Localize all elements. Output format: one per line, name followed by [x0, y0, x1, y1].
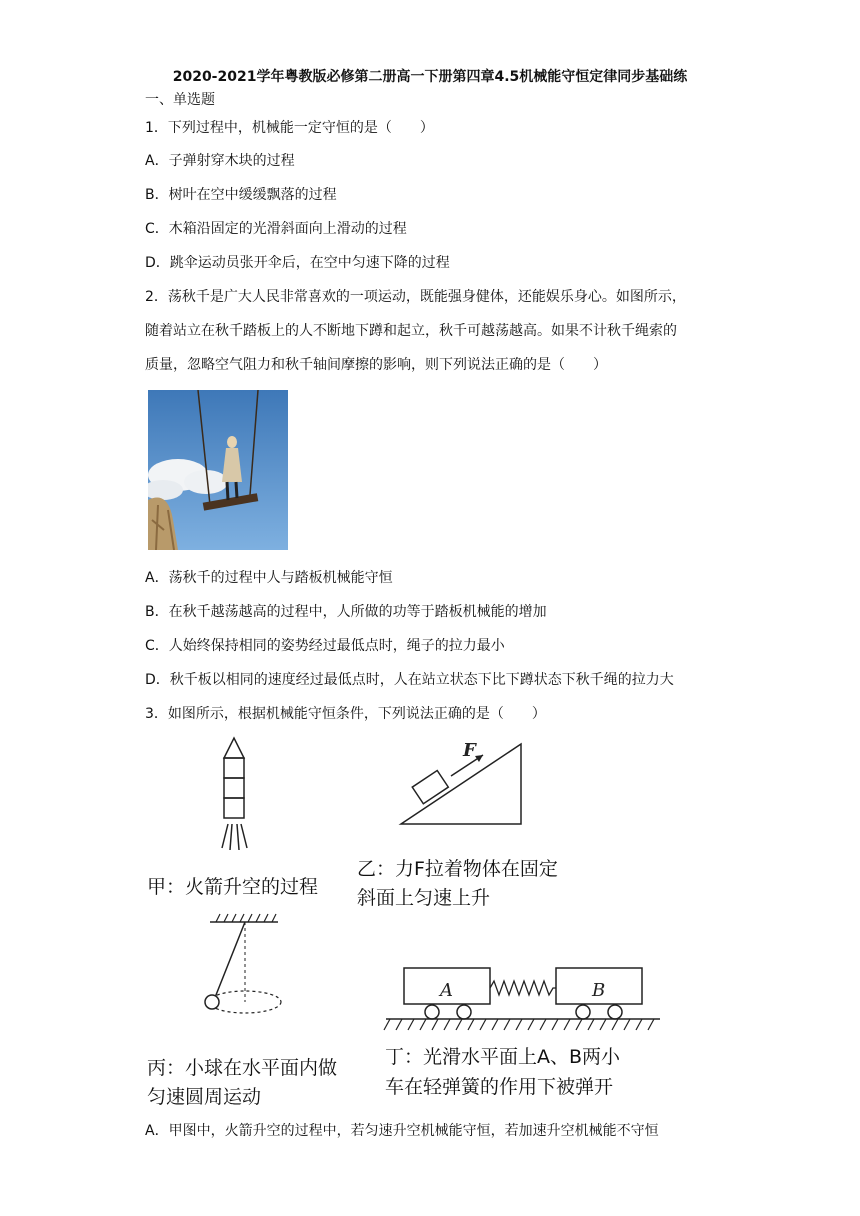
caption-jia: 甲：火箭升空的过程 — [147, 876, 319, 898]
carts-figure — [382, 962, 664, 1038]
q1-option-b: B．树叶在空中缓缓飘落的过程 — [145, 187, 337, 203]
pendulum-figure — [190, 912, 290, 1027]
caption-bing-line1: 丙：小球在水平面内做 — [147, 1057, 338, 1079]
cart-b-label: B — [592, 980, 606, 1001]
force-label: F — [463, 740, 476, 761]
caption-bing-line2: 匀速圆周运动 — [147, 1086, 262, 1108]
q2-option-c: C．人始终保持相同的姿势经过最低点时，绳子的拉力最小 — [145, 638, 505, 654]
q3-stem: 3．如图所示，根据机械能守恒条件，下列说法正确的是（ ） — [145, 706, 546, 722]
q2-option-a: A．荡秋千的过程中人与踏板机械能守恒 — [145, 570, 393, 586]
caption-yi-line1: 乙：力F拉着物体在固定 — [357, 858, 558, 880]
section-heading: 一、单选题 — [145, 92, 215, 108]
q2-option-b: B．在秋千越荡越高的过程中，人所做的功等于踏板机械能的增加 — [145, 604, 547, 620]
q3-option-a: A．甲图中，火箭升空的过程中，若匀速升空机械能守恒，若加速升空机械能不守恒 — [145, 1123, 659, 1139]
caption-ding-line2: 车在轻弹簧的作用下被弹开 — [385, 1076, 614, 1098]
q2-stem-line1: 2．荡秋千是广大人民非常喜欢的一项运动，既能强身健体，还能娱乐身心。如图所示， — [145, 289, 686, 305]
q2-stem-line3: 质量，忽略空气阻力和秋千轴间摩擦的影响，则下列说法正确的是（ ） — [145, 357, 607, 373]
page-title: 2020-2021学年粤教版必修第二册高一下册第四章4.5机械能守恒定律同步基础练 — [172, 69, 688, 85]
caption-yi-line2: 斜面上匀速上升 — [357, 887, 491, 909]
incline-figure — [395, 736, 535, 831]
cart-a-label: A — [440, 980, 453, 1001]
q1-stem: 1．下列过程中，机械能一定守恒的是（ ） — [145, 120, 434, 136]
q1-option-a: A．子弹射穿木块的过程 — [145, 153, 295, 169]
q2-stem-line2: 随着站立在秋千踏板上的人不断地下蹲和起立，秋千可越荡越高。如果不计秋千绳索的 — [145, 323, 677, 339]
q2-option-d: D．秋千板以相同的速度经过最低点时，人在站立状态下比下蹲状态下秋千绳的拉力大 — [145, 672, 674, 688]
q1-option-c: C．木箱沿固定的光滑斜面向上滑动的过程 — [145, 221, 407, 237]
swing-photo — [148, 390, 288, 550]
rocket-figure — [210, 736, 260, 856]
caption-ding-line1: 丁：光滑水平面上A、B两小 — [385, 1046, 621, 1068]
q1-option-d: D．跳伞运动员张开伞后，在空中匀速下降的过程 — [145, 255, 450, 271]
